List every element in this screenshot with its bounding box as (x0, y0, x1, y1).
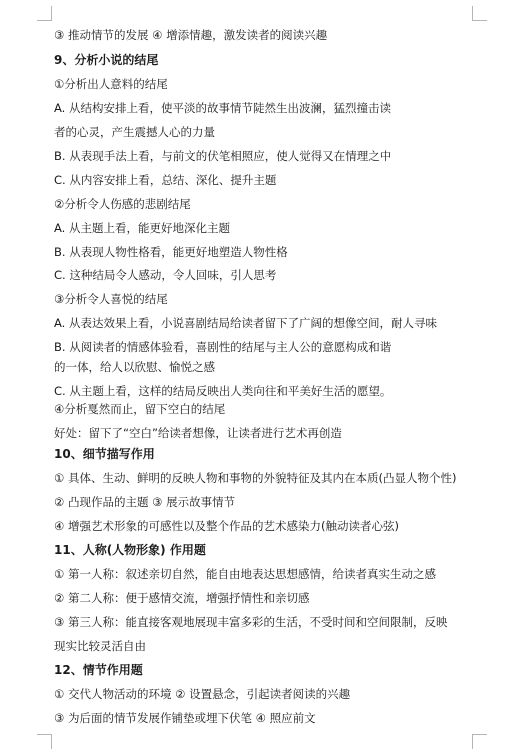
page-corner-mark (472, 734, 487, 749)
section-heading: 9、分析小说的结尾 (54, 53, 159, 67)
sub-heading: ④分析戛然而止，留下空白的结尾 (54, 402, 226, 416)
text-line: C. 从内容安排上看，总结、深化、提升主题 (54, 173, 277, 187)
text-line: B. 从表现手法上看，与前文的伏笔相照应，使人觉得又在情理之中 (54, 149, 392, 163)
section-heading: 11、人称(人物形象) 作用题 (54, 543, 206, 557)
text-line: ② 凸现作品的主题 ③ 展示故事情节 (54, 495, 236, 509)
text-line: ① 第一人称：叙述亲切自然，能自由地表达思想感情，给读者真实生动之感 (54, 567, 436, 581)
text-line: A. 从主题上看，能更好地深化主题 (54, 221, 230, 235)
text-line: C. 从主题上看，这样的结局反映出人类向往和平美好生活的愿望。 (54, 384, 392, 398)
page-corner-mark (37, 734, 52, 749)
text-line: B. 从阅读者的情感体验看，喜剧性的结尾与主人公的意愿构成和谐 (54, 340, 392, 354)
text-line: B. 从表现人物性格看，能更好地塑造人物性格 (54, 245, 288, 259)
text-line: C. 这种结局令人感动，令人回味，引人思考 (54, 268, 277, 282)
text-line: 好处：留下了“空白”给读者想像，让读者进行艺术再创造 (54, 426, 342, 440)
section-heading: 12、情节作用题 (54, 663, 143, 677)
page-corner-mark (472, 6, 487, 21)
sub-heading: ③分析令人喜悦的结尾 (54, 292, 168, 306)
text-line: ② 第二人称：便于感情交流，增强抒情性和亲切感 (54, 591, 310, 605)
sub-heading: ①分析出人意料的结尾 (54, 77, 168, 91)
text-line: ① 交代人物活动的环境 ② 设置悬念，引起读者阅读的兴趣 (54, 687, 351, 701)
page-corner-mark (37, 6, 52, 21)
text-line: A. 从表达效果上看，小说喜剧结局给读者留下了广阔的想像空间，耐人寻味 (54, 316, 437, 330)
text-line: ④ 增强艺术形象的可感性以及整个作品的艺术感染力(触动读者心弦) (54, 519, 399, 533)
section-heading: 10、细节描写作用 (54, 447, 155, 461)
text-line: ③ 为后面的情节发展作铺垫或埋下伏笔 ④ 照应前文 (54, 711, 316, 725)
text-line: ③ 第三人称：能直接客观地展现丰富多彩的生活，不受时间和空间限制，反映 (54, 615, 448, 629)
sub-heading: ②分析令人伤感的悲剧结尾 (54, 197, 191, 211)
text-line: A. 从结构安排上看，使平淡的故事情节陡然生出波澜，猛烈撞击读 (54, 101, 391, 115)
text-line: 的一体，给人以欣慰、愉悦之感 (54, 360, 215, 374)
text-line: ③ 推动情节的发展 ④ 增添情趣，激发读者的阅读兴趣 (54, 28, 328, 42)
text-line: 者的心灵，产生震撼人心的力量 (54, 125, 215, 139)
text-line: ① 具体、生动、鲜明的反映人物和事物的外貌特征及其内在本质(凸显人物个性) (54, 471, 457, 485)
text-line: 现实比较灵活自由 (54, 639, 146, 653)
